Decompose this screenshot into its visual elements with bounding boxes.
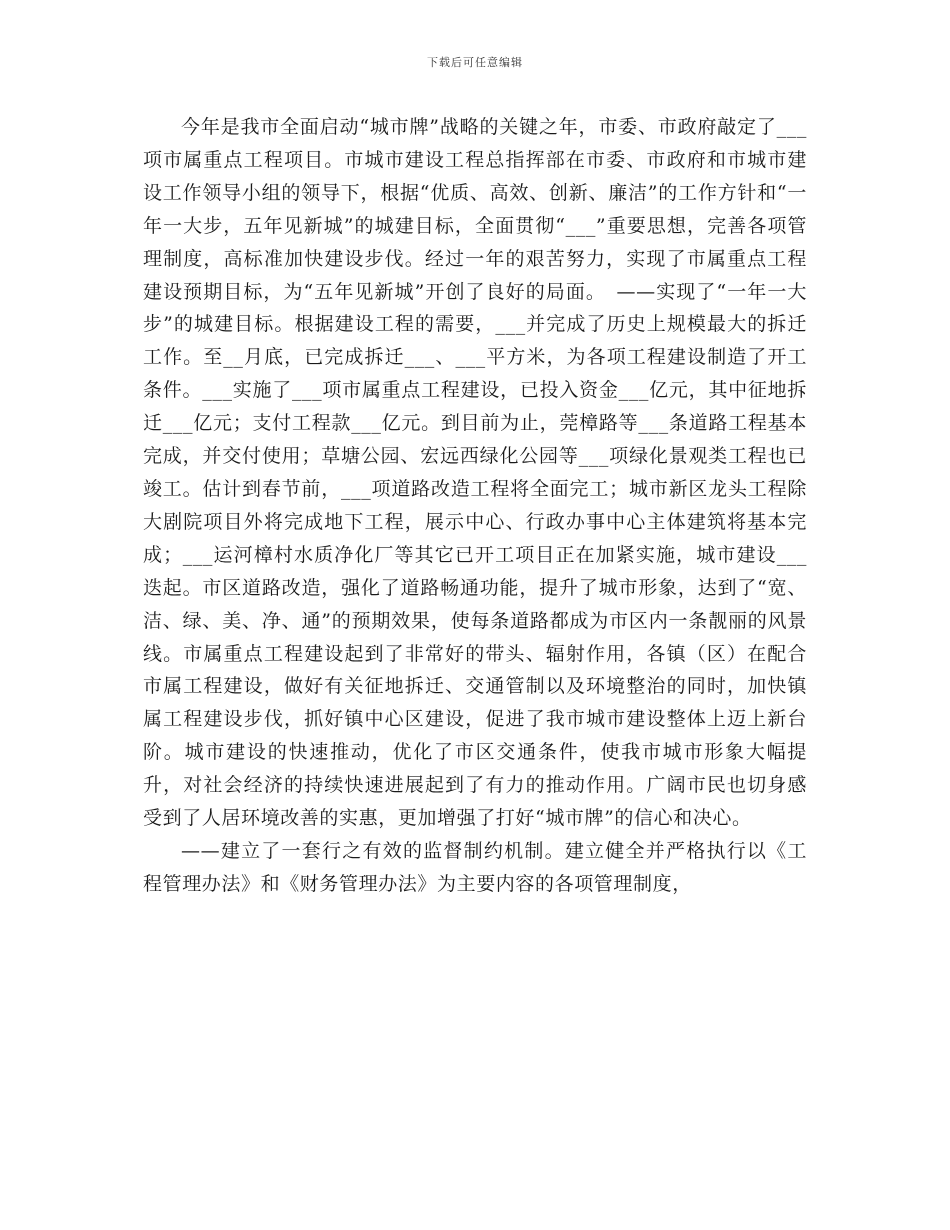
paragraph-2: ——建立了一套行之有效的监督制约机制。建立健全并严格执行以《工程管理办法》和《财务管理办法》为主要内容的各项管理制度， <box>143 839 807 895</box>
document-body <box>143 111 807 901</box>
page-header: 下载后可任意编辑 <box>427 56 523 69</box>
paragraph-1: 今年是我市全面启动“城市牌”战略的关键之年，市委、市政府敲定了___项市属重点工程项目。市城市建设工程总指挥部在市委、市政府和市城市建设工作领导小组的领导下，根据“优质、高效、创新、廉洁”的工作方针和“一年一大步，五年见新城”的城建目标，全面贯彻“___”重要思想，完善各项管理制度，高标准加快建设步伐。经过一年的艰苦努力，实现了市属重点工程建设预期目标，为“五年见新城”开创了良好的局面。 ——实现了“一年一大步”的城建目标。根据建设工程的需要，___并完成了历史上规模最大的拆迁工作。至__月底，已完成拆迁___、___平方米，为各项工程建设制造了开工条件。___实施了___项市属重点工程建设，已投入资金___亿元，其中征地拆迁___亿元；支付工程款___亿元。到目前为止，莞樟路等___条道路工程基本完成，并交付使用；草塘公园、宏远西绿化公园等___项绿化景观类工程也已竣工。估计到春节前，___项道路改造工程将全面完工；城市新区龙头工程除大剧院项目外将完成地下工程，展示中心、行政办事中心主体建筑将基本完成；___运河樟村水质净化厂等其它已开工项目正在加紧实施，城市建设___迭起。市区道路改造，强化了道路畅通功能，提升了城市形象，达到了“宽、洁、绿、美、净、通”的预期效果，使每条道路都成为市区内一条靓丽的风景线。市属重点工程建设起到了非常好的带头、辐射作用，各镇（区）在配合市属工程建设，做好有关征地拆迁、交通管制以及环境整治的同时，加快镇属工程建设步伐，抓好镇中心区建设，促进了我市城市建设整体上迈上新台阶。城市建设的快速推动，优化了市区交通条件，使我市城市形象大幅提升，对社会经济的持续快速进展起到了有力的推动作用。广阔市民也切身感受到了人居环境改善的实惠，更加增强了打好“城市牌”的信心和决心。 <box>143 116 807 830</box>
